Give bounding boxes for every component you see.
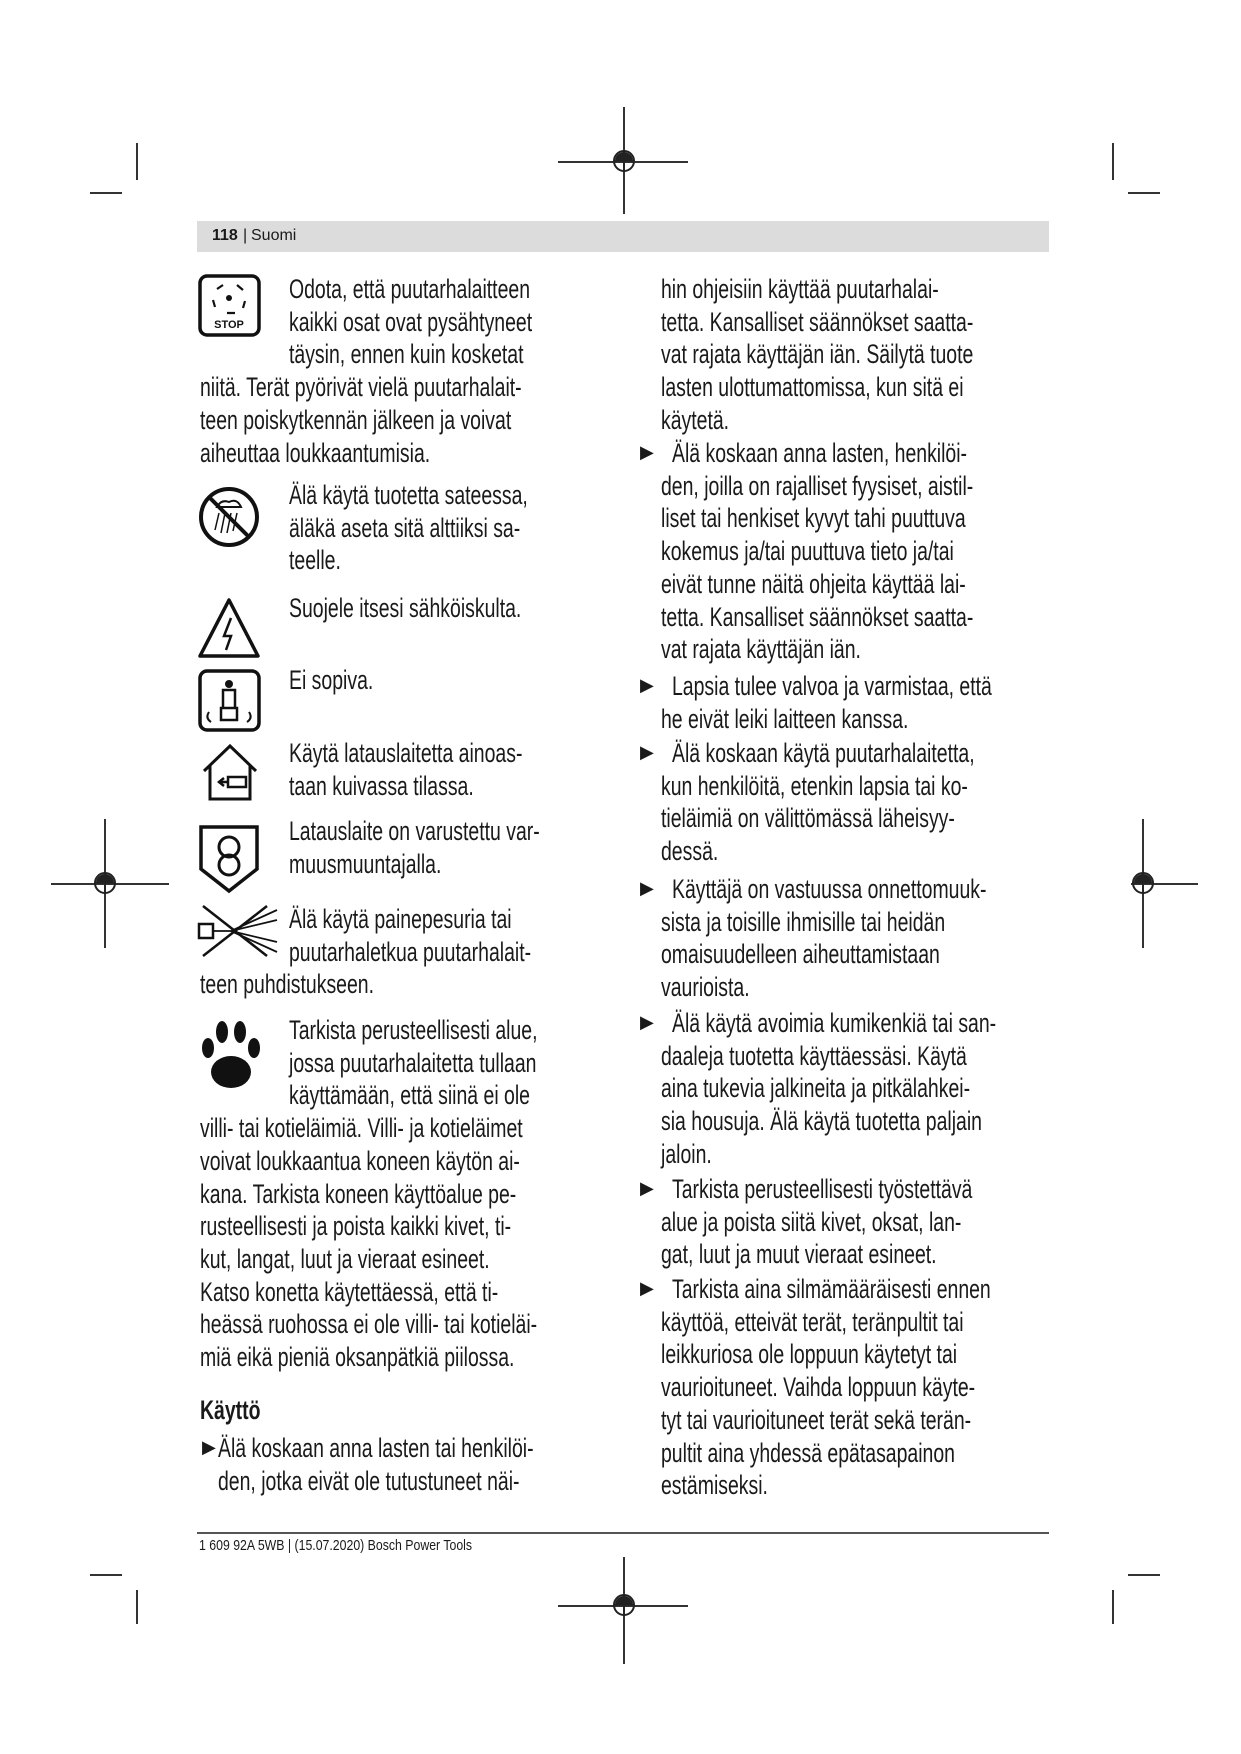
paragraph-line: omaisuudelleen aiheuttamistaan (661, 939, 940, 970)
not-suitable-person-icon (197, 668, 262, 733)
bullet-marker-icon: ▶ (640, 1012, 654, 1032)
bullet-marker-icon: ▶ (640, 1278, 654, 1298)
paragraph-line: Lapsia tulee valvoa ja varmistaa, että (672, 671, 992, 701)
paragraph-line: voivat loukkaantua koneen käytön ai- (200, 1145, 520, 1176)
bullet-marker-icon: ▶ (202, 1437, 216, 1457)
crop-line (90, 1574, 122, 1576)
paragraph-line: he eivät leiki laitteen kanssa. (661, 703, 909, 734)
paragraph-line: käyttämään, että siinä ei ole (289, 1080, 530, 1111)
registration-mark-icon (612, 1593, 636, 1617)
paragraph-line: käyttöä, etteivät terät, teränpultit tai (661, 1306, 964, 1337)
paragraph-line: lasten ulottumattomissa, kun sitä ei (661, 372, 964, 403)
crop-line (90, 192, 122, 194)
paragraph-line: jaloin. (661, 1138, 712, 1169)
paragraph-line: Suojele itsesi sähköiskulta. (289, 593, 522, 623)
paragraph-line: tieläimiä on välittömässä läheisyy- (661, 803, 955, 834)
paragraph-line: Älä käytä tuotetta sateessa, (289, 480, 528, 510)
paragraph-line: teen poiskytkennän jälkeen ja voivat (200, 404, 512, 435)
page-header-bar (197, 221, 1049, 252)
paragraph-line: Älä käytä avoimia kumikenkiä tai san- (672, 1008, 997, 1038)
crop-line (1128, 192, 1160, 194)
paragraph-line: vat rajata käyttäjän iän. Säilytä tuote (661, 339, 974, 370)
paragraph-line: Katso konetta käytettäessä, että ti- (200, 1276, 499, 1307)
paragraph-line: Älä koskaan anna lasten, henkilöi- (672, 438, 968, 468)
paragraph-line: käytetä. (661, 404, 730, 435)
paragraph-line: Tarkista aina silmämääräisesti ennen (672, 1274, 991, 1304)
paragraph-line: äläkä aseta sitä alttiiksi sa- (289, 512, 521, 543)
crop-line (1112, 1590, 1114, 1624)
paragraph-line: kun henkilöitä, etenkin lapsia tai ko- (661, 770, 968, 801)
paragraph-line: vat rajata käyttäjän iän. (661, 634, 861, 665)
paragraph-line: Ei sopiva. (289, 665, 374, 695)
paragraph-line: leikkuriosa ole loppuun käytetyt tai (661, 1339, 958, 1370)
paragraph-line: Älä koskaan käytä puutarhalaitetta, (672, 738, 975, 768)
header-separator: | (243, 227, 248, 244)
paragraph-line: miä eikä pieniä oksanpätkiä piilossa. (200, 1342, 515, 1372)
registration-mark-icon (93, 871, 117, 895)
paragraph-line: teelle. (289, 545, 341, 576)
paragraph-line: niitä. Terät pyörivät vielä puutarhalait- (200, 372, 522, 403)
footer-text: 1 609 92A 5WB | (15.07.2020) Bosch Power Tools (199, 1537, 473, 1554)
header-language: Suomi (251, 227, 297, 244)
no-rain-icon (197, 485, 262, 550)
paragraph-line: täysin, ennen kuin kosketat (289, 339, 524, 370)
paragraph-line: villi- tai kotieläimiä. Villi- ja kotieläimet (200, 1113, 523, 1144)
paragraph-line: teen puhdistukseen. (200, 969, 375, 1000)
bullet-marker-icon: ▶ (640, 878, 654, 898)
paragraph-line: Älä koskaan anna lasten tai henkilöi- (218, 1433, 534, 1463)
svg-text:STOP: STOP (214, 319, 244, 331)
crop-line (136, 143, 138, 180)
paragraph-line: den, jotka eivät ole tutustuneet näi- (218, 1465, 520, 1496)
paragraph-line: tyt tai vaurioituneet terät sekä terän- (661, 1404, 972, 1435)
paragraph-line: Latauslaite on varustettu var- (289, 816, 540, 846)
paragraph-line: eivät tunne näitä ohjeita käyttää lai- (661, 568, 966, 599)
paragraph-line: Tarkista perusteellisesti työstettävä (672, 1174, 973, 1204)
paragraph-line: dessä. (661, 836, 719, 867)
footer-rule (197, 1532, 1049, 1534)
animal-paw-icon (198, 1012, 264, 1092)
paragraph-line: den, joilla on rajalliset fyysiset, aistil- (661, 470, 974, 501)
paragraph-line: vaurioista. (661, 972, 750, 1003)
paragraph-line: Älä käytä painepesuria tai (289, 904, 512, 934)
paragraph-line: muusmuuntajalla. (289, 848, 442, 879)
stop-rotation-icon (197, 273, 262, 338)
paragraph-line: gat, luut ja muut vieraat esineet. (661, 1239, 937, 1270)
paragraph-line: estämiseksi. (661, 1470, 768, 1501)
paragraph-line: kaikki osat ovat pysähtyneet (289, 306, 533, 337)
indoor-charger-house-icon (197, 741, 264, 803)
safety-transformer-icon (197, 818, 262, 898)
paragraph-line: kana. Tarkista koneen käyttöalue pe- (200, 1178, 517, 1209)
paragraph-line: aina tukevia jalkineita ja pitkälahkei- (661, 1073, 971, 1104)
paragraph-line: Käytä latauslaitetta ainoas- (289, 738, 523, 768)
paragraph-line: liset tai henkiset kyvyt tahi puuttuva (661, 503, 966, 534)
section-heading: Käyttö (200, 1395, 261, 1425)
paragraph-line: heässä ruohossa ei ole villi- tai kotieläi- (200, 1309, 538, 1340)
paragraph-line: jossa puutarhalaitetta tullaan (289, 1047, 537, 1078)
crop-line (1128, 1574, 1160, 1576)
no-pressure-washer-icon (197, 902, 281, 960)
bullet-marker-icon: ▶ (640, 675, 654, 695)
paragraph-line: alue ja poista siitä kivet, oksat, lan- (661, 1206, 962, 1237)
electric-shock-warning-icon (197, 596, 262, 661)
paragraph-line: Odota, että puutarhalaitteen (289, 274, 531, 304)
paragraph-line: daaleja tuotetta käyttäessäsi. Käytä (661, 1040, 967, 1071)
bullet-marker-icon: ▶ (640, 742, 654, 762)
paragraph-line: kokemus ja/tai puuttuva tieto ja/tai (661, 536, 954, 567)
crop-line (1112, 143, 1114, 180)
paragraph-line: aiheuttaa loukkaantumisia. (200, 437, 431, 468)
paragraph-line: vaurioituneet. Vaihda loppuun käyte- (661, 1372, 976, 1403)
paragraph-line: hin ohjeisiin käyttää puutarhalai- (661, 274, 939, 304)
paragraph-line: taan kuivassa tilassa. (289, 770, 474, 801)
paragraph-line: Tarkista perusteellisesti alue, (289, 1015, 538, 1045)
crop-line (136, 1590, 138, 1624)
paragraph-line: Käyttäjä on vastuussa onnettomuuk- (672, 874, 987, 904)
paragraph-line: kut, langat, luut ja vieraat esineet. (200, 1243, 490, 1274)
registration-mark-icon (1131, 871, 1155, 895)
paragraph-line: sista ja toisille ihmisille tai heidän (661, 906, 946, 937)
registration-mark-icon (612, 149, 636, 173)
paragraph-line: puutarhaletkua puutarhalait- (289, 936, 532, 967)
bullet-marker-icon: ▶ (640, 442, 654, 462)
paragraph-line: pultit aina yhdessä epätasapainon (661, 1437, 955, 1468)
paragraph-line: tetta. Kansalliset säännökset saatta- (661, 601, 974, 632)
page-number: 118 (212, 227, 238, 244)
paragraph-line: rusteellisesti ja poista kaikki kivet, ti- (200, 1211, 512, 1242)
bullet-marker-icon: ▶ (640, 1178, 654, 1198)
paragraph-line: sia housuja. Älä käytä tuotetta paljain (661, 1106, 982, 1137)
paragraph-line: tetta. Kansalliset säännökset saatta- (661, 306, 974, 337)
